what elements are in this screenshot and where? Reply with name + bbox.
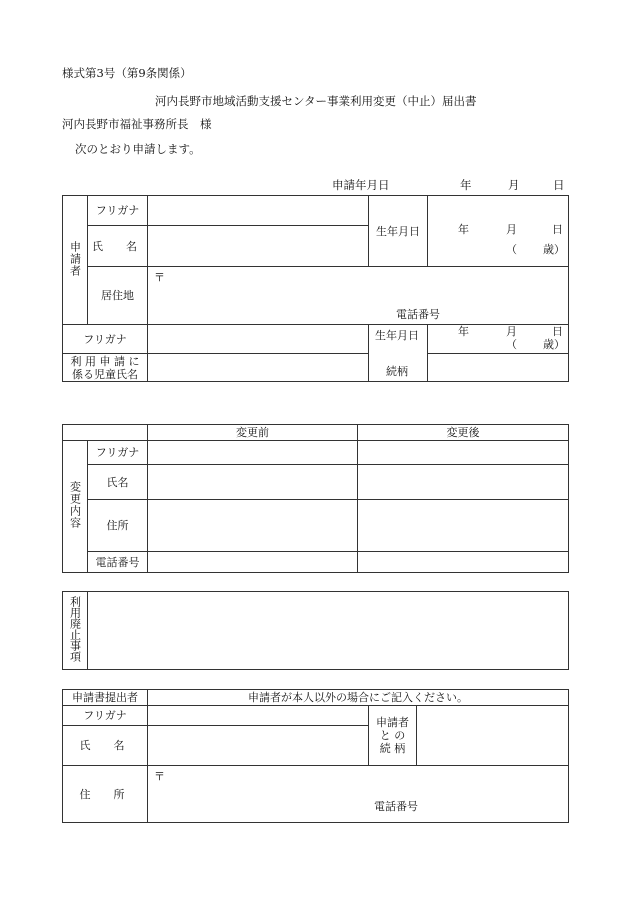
child-furigana-label: フリガナ (63, 325, 148, 354)
change-after-header: 変更後 (358, 425, 569, 441)
date-day: 日 (553, 178, 565, 192)
change-after-phone[interactable] (358, 552, 569, 573)
form-title: 河内長野市地域活動支援センター事業利用変更（中止）届出書 (155, 94, 477, 108)
change-before-furigana[interactable] (148, 441, 358, 465)
intro-text: 次のとおり申請します。 (75, 142, 201, 156)
child-birth-month: 月 (506, 325, 517, 338)
child-name-field[interactable] (148, 354, 369, 382)
submitter-header-label: 申請書提出者 (63, 690, 148, 706)
applicant-phone-label: 電話番号 (396, 308, 440, 321)
applicant-name-label: 氏 名 (88, 226, 148, 267)
submitter-relation-field[interactable] (417, 706, 569, 766)
applicant-furigana-field[interactable] (148, 196, 369, 226)
child-birth-year: 年 (458, 325, 469, 338)
applicant-birth-label: 生年月日 (369, 196, 428, 267)
child-age-open: （ (506, 338, 517, 351)
applicant-birth-year: 年 (458, 223, 469, 236)
applicant-name-field[interactable] (148, 226, 369, 267)
change-row-label: 氏名 (88, 465, 148, 500)
change-after-furigana[interactable] (358, 441, 569, 465)
change-before-header: 変更前 (148, 425, 358, 441)
submitter-header-note: 申請者が本人以外の場合にご記入ください。 (148, 690, 569, 706)
applicant-address-label: 居住地 (88, 267, 148, 325)
change-row-label: 住所 (88, 500, 148, 552)
submitter-furigana-label: フリガナ (63, 706, 148, 726)
cancel-field[interactable] (88, 592, 569, 670)
change-after-address[interactable] (358, 500, 569, 552)
submitter-address-field[interactable] (148, 766, 569, 823)
change-row-label: 電話番号 (88, 552, 148, 573)
cancel-label: 利用廃止事項 (63, 592, 88, 670)
applicant-address-field[interactable] (148, 267, 569, 325)
applicant-section-label: 申請者 (63, 196, 88, 325)
change-section-label: 変更内容 (63, 441, 88, 573)
applicant-birth-month: 月 (506, 223, 517, 236)
change-before-address[interactable] (148, 500, 358, 552)
date-year: 年 (460, 178, 472, 192)
submitter-furigana-field[interactable] (148, 706, 369, 726)
change-after-name[interactable] (358, 465, 569, 500)
applicant-birth-day: 日 (552, 223, 563, 236)
submitter-address-label: 住 所 (63, 766, 148, 823)
submitter-name-field[interactable] (148, 726, 369, 766)
applicant-table (62, 195, 569, 382)
change-row-label: フリガナ (88, 441, 148, 465)
applicant-postal-mark: 〒 (154, 271, 165, 284)
date-label: 申請年月日 (332, 178, 390, 192)
form-number: 様式第3号（第9条関係） (62, 66, 192, 80)
submitter-phone-label: 電話番号 (374, 800, 418, 813)
applicant-age-open: （ (506, 243, 517, 256)
applicant-furigana-label: フリガナ (88, 196, 148, 226)
child-birth-field[interactable] (428, 325, 569, 354)
cancel-table (62, 591, 569, 670)
submitter-postal-mark: 〒 (154, 770, 165, 783)
child-name-label: 利 用 申 請 に 係る児童氏名 (63, 354, 148, 382)
submitter-name-label: 氏 名 (63, 726, 148, 766)
child-age: 歳） (543, 338, 565, 351)
change-before-name[interactable] (148, 465, 358, 500)
child-birth-day: 日 (552, 325, 563, 338)
submitter-relation-label: 申請者 と の 続 柄 (369, 706, 417, 766)
child-birth-label: 生年月日 続柄 (369, 325, 428, 382)
child-relation-field[interactable] (428, 354, 569, 382)
date-month: 月 (508, 178, 520, 192)
child-furigana-field[interactable] (148, 325, 369, 354)
change-before-phone[interactable] (148, 552, 358, 573)
submitter-table (62, 689, 569, 823)
addressee: 河内長野市福祉事務所長 様 (62, 117, 212, 131)
change-table (62, 424, 569, 573)
applicant-age: 歳） (543, 243, 565, 256)
applicant-birth-field[interactable] (428, 196, 569, 267)
child-relation-label: 続柄 (386, 365, 408, 378)
change-header-blank (63, 425, 148, 441)
